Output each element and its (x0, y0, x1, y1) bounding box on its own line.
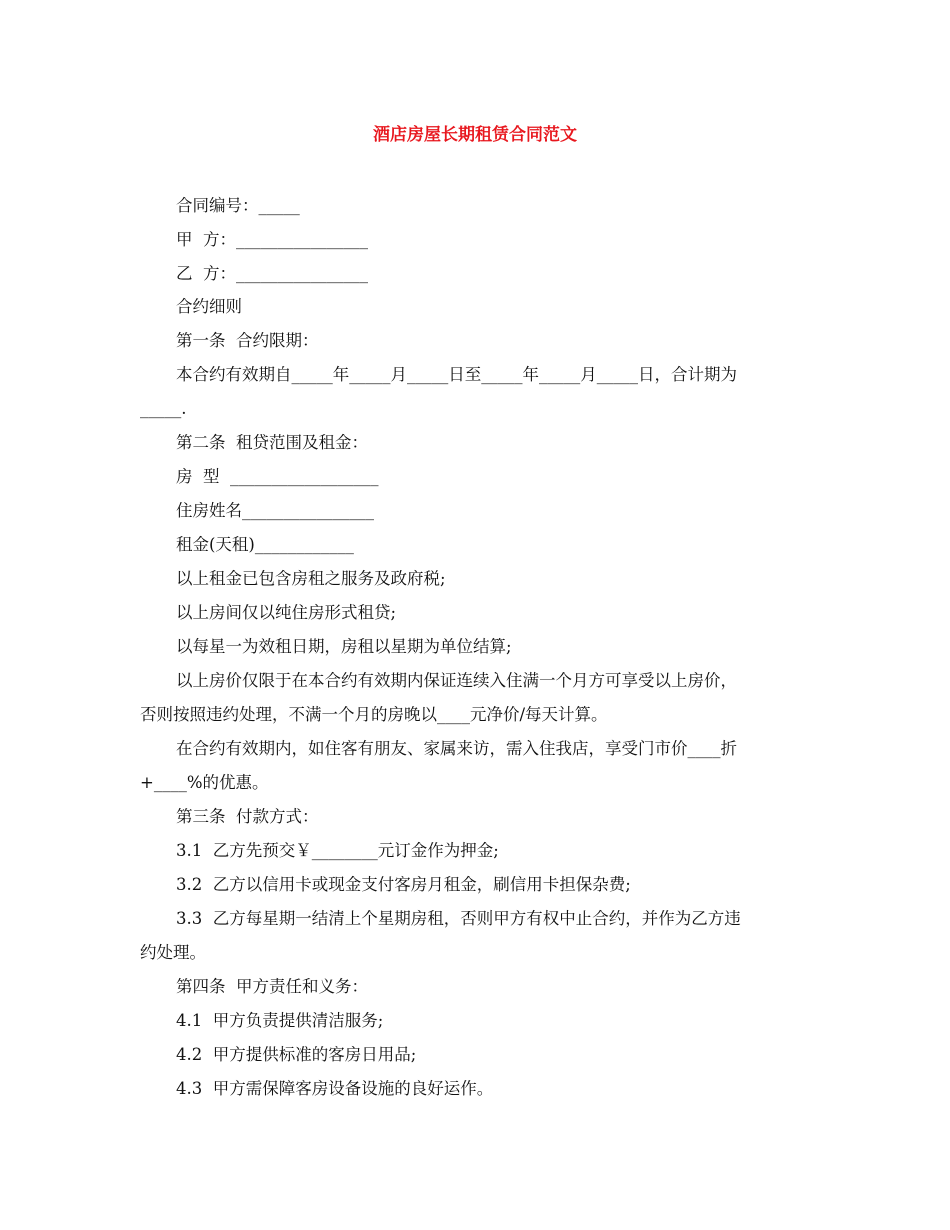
clause-3-3-cont: 约处理。 (140, 943, 206, 962)
article-1-heading: 第一条 合约限期： (176, 331, 319, 350)
visitor-discount-line-cont: +____%的优惠。 (140, 773, 269, 792)
room-type-line: 房 型 __________________ (176, 467, 379, 486)
article-2-heading: 第二条 租贷范围及租金： (176, 433, 368, 452)
settlement-line: 以每星一为效租日期，房租以星期为单位结算; (176, 637, 512, 656)
article-1-text: 本合约有效期自_____年_____月_____日至_____年_____月_____日，合计期为 (176, 365, 737, 384)
article-4-heading: 第四条 甲方责任和义务： (176, 977, 368, 996)
room-usage-line: 以上房间仅以纯住房形式租贷; (176, 603, 397, 622)
section-heading: 合约细则 (176, 297, 242, 316)
party-b-line: 乙 方：________________ (176, 264, 368, 283)
clause-4-2: 4.2 甲方提供标准的客房日用品; (176, 1045, 417, 1064)
clause-4-3: 4.3 甲方需保障客房设备设施的良好运作。 (176, 1079, 494, 1098)
contract-number-line: 合同编号：_____ (176, 196, 300, 215)
price-condition-line-cont: 否则按照违约处理，不满一个月的房晚以____元净价/每天计算。 (140, 705, 608, 724)
clause-3-2: 3.2 乙方以信用卡或现金支付客房月租金，刷信用卡担保杂费; (176, 875, 631, 894)
clause-3-3: 3.3 乙方每星期一结清上个星期房租，否则甲方有权中止合约，并作为乙方违 (176, 909, 741, 928)
clause-4-1: 4.1 甲方负责提供清洁服务; (176, 1011, 384, 1030)
party-a-line: 甲 方：________________ (176, 230, 368, 249)
article-1-text-cont: _____. (140, 399, 187, 418)
document-title: 酒店房屋长期租赁合同范文 (373, 125, 577, 145)
rent-includes-line: 以上租金已包含房租之服务及政府税; (176, 569, 446, 588)
article-3-heading: 第三条 付款方式： (176, 807, 319, 826)
visitor-discount-line: 在合约有效期内，如住客有朋友、家属来访，需入住我店，享受门市价____折 (176, 739, 737, 758)
price-condition-line: 以上房价仅限于在本合约有效期内保证连续入住满一个月方可享受以上房价， (176, 671, 737, 690)
guest-name-line: 住房姓名________________ (176, 501, 374, 520)
daily-rent-line: 租金(天租)____________ (176, 535, 354, 554)
clause-3-1: 3.1 乙方先预交￥________元订金作为押金; (176, 841, 499, 860)
